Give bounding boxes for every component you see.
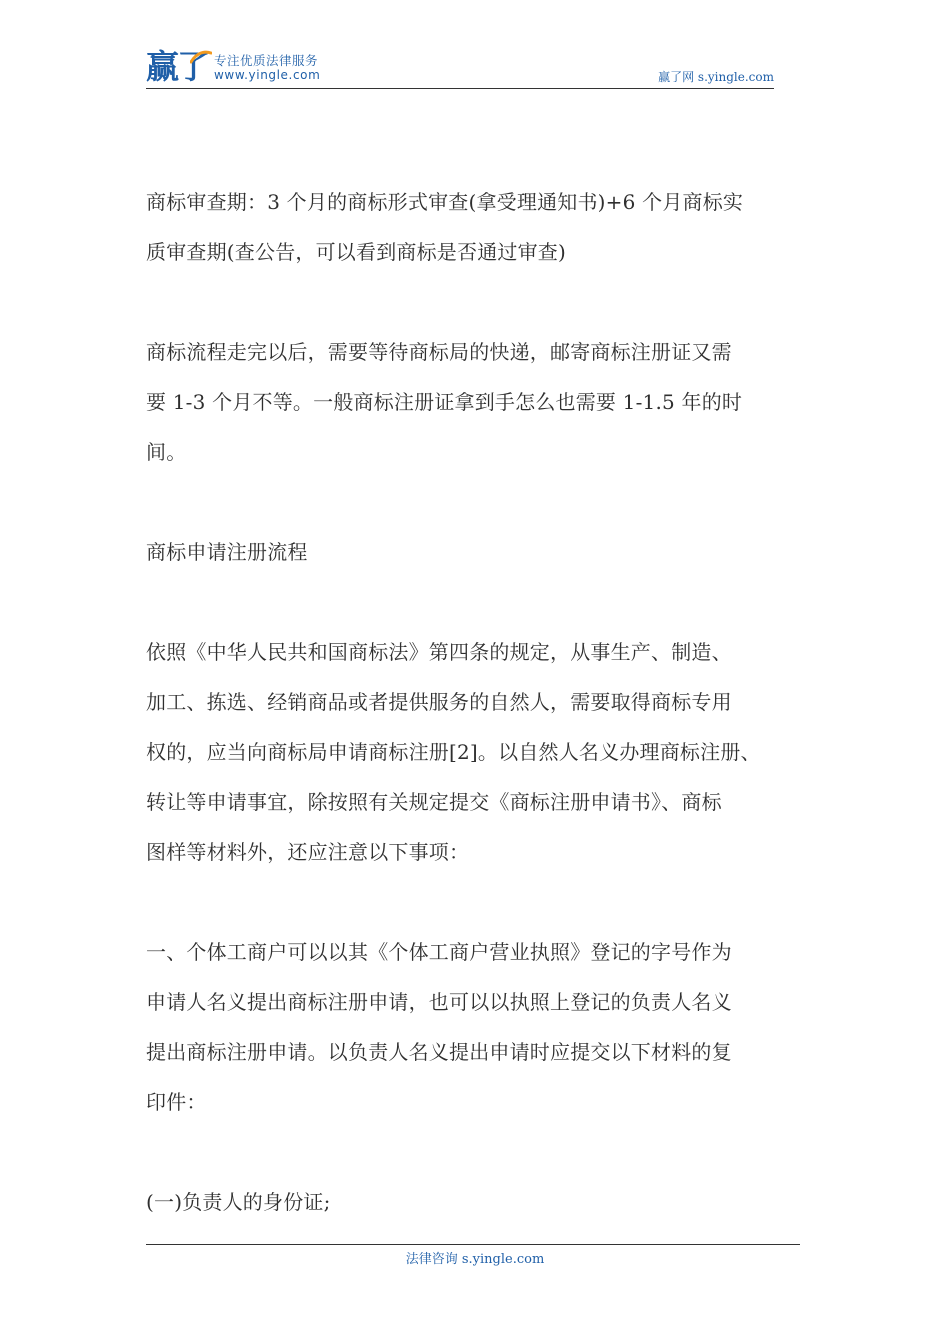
footer-divider xyxy=(146,1244,800,1245)
section-heading-registration-process: 商标申请注册流程 xyxy=(146,540,308,564)
paragraph-individual-business: 一、个体工商户可以以其《个体工商户营业执照》登记的字号作为 申请人名义提出商标注册申请，也可以以执照上登记的负责人名义 提出商标注册申请。以负责人名义提出申请时应提交以下材料的复 印件： xyxy=(146,940,732,1114)
logo-url: www.yingle.com xyxy=(214,68,321,82)
logo-mark: 赢了 xyxy=(146,47,208,86)
document-body xyxy=(146,177,846,1277)
header-site-link[interactable]: 赢了网 s.yingle.com xyxy=(658,70,774,84)
paragraph-certificate-delivery: 商标流程走完以后，需要等待商标局的快递，邮寄商标注册证又需 要 1-3 个月不等。一般商标注册证拿到手怎么也需要 1-1.5 年的时 间。 xyxy=(146,340,743,464)
logo-slogan: 专注优质法律服务 xyxy=(214,53,319,68)
paragraph-trademark-law: 依照《中华人民共和国商标法》第四条的规定，从事生产、制造、 加工、拣选、经销商品或者提供服务的自然人，需要取得商标专用 权的，应当向商标局申请商标注册[2]。以自然人名义办理商标注册、 转让等申请事宜，除按照有关规定提交《商标注册申请书》、商标 图样等材料外，还应注意以下事项： xyxy=(146,640,761,864)
logo-text xyxy=(214,53,320,82)
yingle-logo[interactable] xyxy=(146,48,320,88)
list-item-id-card: (一)负责人的身份证; xyxy=(146,1190,331,1214)
paragraph-review-period: 商标审查期：3 个月的商标形式审查(拿受理通知书)+6 个月商标实 质审查期(查公告，可以看到商标是否通过审查) xyxy=(146,190,744,264)
footer-link[interactable]: 法律咨询 s.yingle.com xyxy=(405,1252,545,1267)
logo-swoosh-icon xyxy=(190,50,212,64)
page-header xyxy=(146,48,774,89)
